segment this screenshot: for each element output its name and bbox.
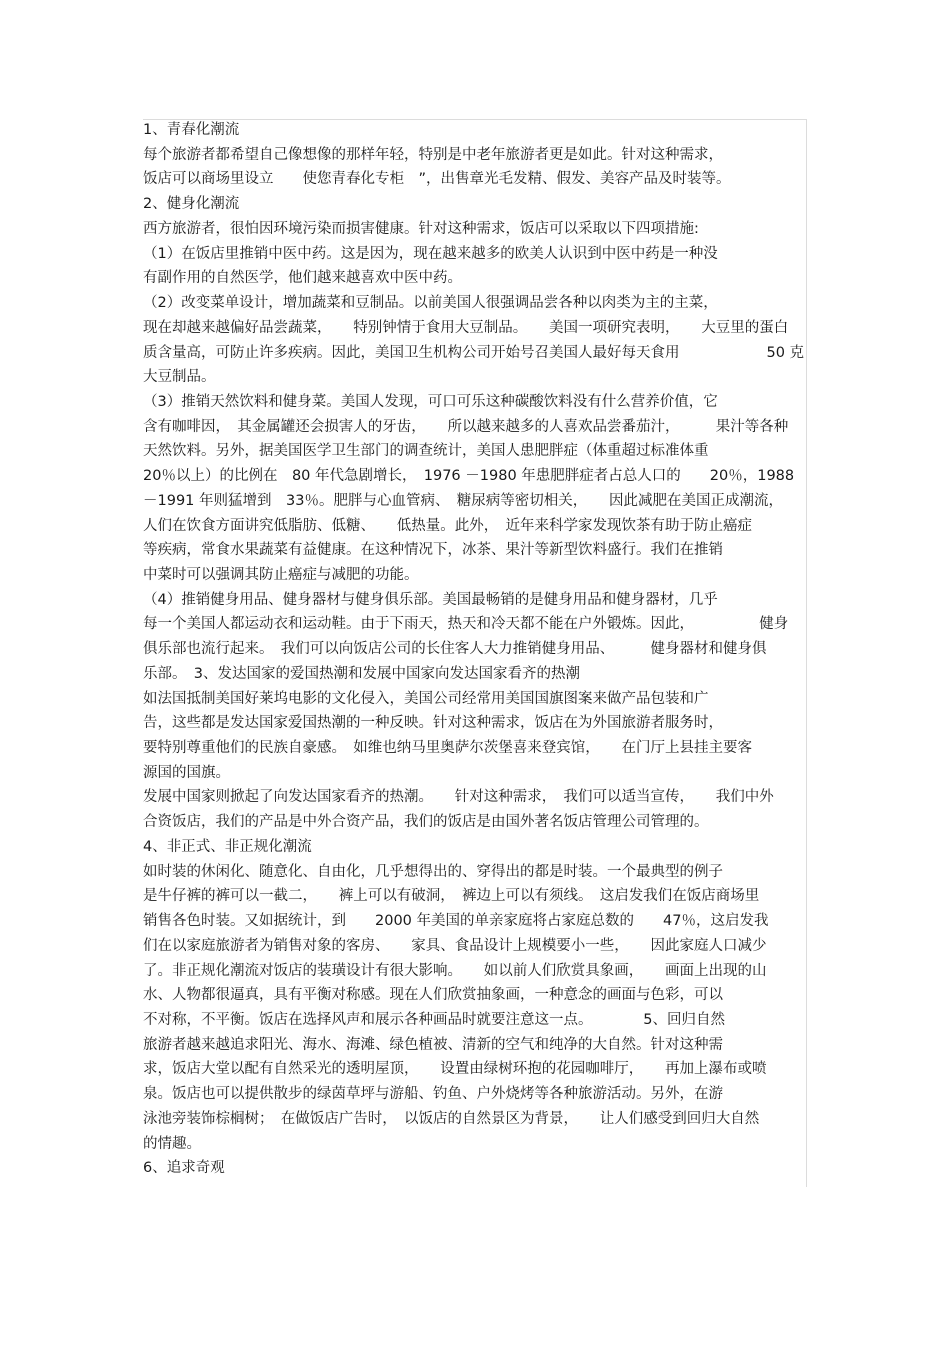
text-line: 要特别尊重他们的民族自豪感。 如维也纳马里奥萨尔茨堡喜来登宾馆， 在门厅上县挂主要客 <box>143 740 752 756</box>
text-line: 水、人物都很逼真，具有平衡对称感。现在人们欣赏抽象画，一种意念的画面与色彩，可以 <box>143 987 723 1004</box>
text-line: 西方旅游者，很怕因环境污染而损害健康。针对这种需求，饭店可以采取以下四项措施: <box>143 220 699 237</box>
text-line: 1、青春化潮流 <box>143 122 240 138</box>
text-line: 20％以上）的比例在 80 年代急剧增长， 1976 －1980 年患肥胖症者占总人口的 20％，1988 <box>143 468 795 485</box>
text-line: 天然饮料。另外，据美国医学卫生部门的调查统计，美国人患肥胖症（体重超过标准体重 <box>143 443 709 460</box>
text-line: 不对称，不平衡。饭店在选择风声和展示各种画品时就要注意这一点。 5、回归自然 <box>143 1011 725 1028</box>
text-line: （4）推销健身用品、健身器材与健身俱乐部。美国最畅销的是健身用品和健身器材，几乎 <box>143 591 718 608</box>
text-line: 们在以家庭旅游者为销售对象的客房、 家具、食品设计上规模要小一些， 因此家庭人口减少 <box>143 937 767 954</box>
text-line: 等疾病，常食水果蔬菜有益健康。在这种情况下，冰茶、果汁等新型饮料盛行。我们在推销 <box>143 542 723 559</box>
text-line: 含有咖啡因， 其金属罐还会损害人的牙齿， 所以越来越多的人喜欢品尝番茄汁， 果汁等各种 <box>143 418 789 435</box>
text-line: 中菜时可以强调其防止癌症与减肥的功能。 <box>143 567 419 583</box>
text-line: 每一个美国人都运动衣和运动鞋。由于下雨天，热天和冷天都不能在户外锻炼。因此， 健身 <box>143 616 789 633</box>
text-line: 人们在饮食方面讲究低脂肪、低糖、 低热量。此外， 近年来科学家发现饮茶有助于防止癌症 <box>143 517 752 534</box>
text-line: 了。非正规化潮流对饭店的装璜设计有很大影响。 如以前人们欣赏具象画， 画面上出现的山 <box>143 962 767 979</box>
text-line: 饭店可以商场里设立 使您青春化专柜 ”，出售章光毛发精、假发、美容产品及时装等。 <box>143 171 731 188</box>
text-line: 6、追求奇观 <box>143 1160 225 1177</box>
text-line: －1991 年则猛增到 33％。肥胖与心血管病、 糖尿病等密切相关， 因此减肥在美国正成潮流， <box>143 492 783 509</box>
text-line: 源国的国旗。 <box>143 764 230 781</box>
text-line: 现在却越来越偏好品尝蔬菜， 特别钟情于食用大豆制品。 美国一项研究表明， 大豆里的蛋白 <box>143 319 789 336</box>
text-line: 4、非正式、非正规化潮流 <box>143 838 312 855</box>
text-line: 的情趣。 <box>143 1135 201 1152</box>
text-line: （3）推销天然饮料和健身菜。美国人发现，可口可乐这种碳酸饮料没有什么营养价值，它 <box>143 393 718 410</box>
text-line: 求，饭店大堂以配有自然采光的透明屋顶， 设置由绿树环抱的花园咖啡厅， 再加上瀑布或喷 <box>143 1061 767 1078</box>
text-line: 如法国抵制美国好莱坞电影的文化侵入，美国公司经常用美国国旗图案来做产品包装和广 <box>143 690 709 707</box>
text-line: 如时装的休闲化、随意化、自由化，几乎想得出的、穿得出的都是时装。一个最典型的例子 <box>143 863 723 880</box>
text-line: 泳池旁装饰棕榈树； 在做饭店广告时， 以饭店的自然景区为背景， 让人们感受到回归大自然 <box>143 1110 760 1127</box>
text-line: 销售各色时装。又如据统计，到 2000 年美国的单亲家庭将占家庭总数的 47％，这启发我 <box>143 913 769 929</box>
text-line: 泉。饭店也可以提供散步的绿茵草坪与游船、钓鱼、户外烧烤等各种旅游活动。另外，在游 <box>143 1086 723 1103</box>
text-line: 乐部。 3、发达国家的爱国热潮和发展中国家向发达国家看齐的热潮 <box>143 665 580 682</box>
text-line: （1）在饭店里推销中医中药。这是因为，现在越来越多的欧美人认识到中医中药是一种没 <box>143 245 718 262</box>
text-line: 大豆制品。 <box>143 369 216 386</box>
text-line: （2）改变菜单设计，增加蔬菜和豆制品。以前美国人很强调品尝各种以肉类为主的主菜， <box>143 295 718 311</box>
text-line: 是牛仔裤的裤可以一截二， 裤上可以有破洞， 裤边上可以有须线。 这启发我们在饭店商场里 <box>143 888 760 905</box>
text-line: 告，这些都是发达国家爱国热潮的一种反映。针对这种需求，饭店在为外国旅游者服务时， <box>143 715 723 732</box>
text-line: 发展中国家则掀起了向发达国家看齐的热潮。 针对这种需求， 我们可以适当宣传， 我们中外 <box>143 789 774 806</box>
text-line: 俱乐部也流行起来。 我们可以向饭店公司的长住客人大力推销健身用品、 健身器材和健身俱 <box>143 641 767 658</box>
text-line: 2、健身化潮流 <box>143 196 240 213</box>
text-line: 每个旅游者都希望自己像想像的那样年轻，特别是中老年旅游者更是如此。针对这种需求， <box>143 146 723 163</box>
text-line: 合资饭店，我们的产品是中外合资产品，我们的饭店是由国外著名饭店管理公司管理的。 <box>143 814 709 831</box>
text-line: 有副作用的自然医学，他们越来越喜欢中医中药。 <box>143 270 462 287</box>
text-line: 旅游者越来越追求阳光、海水、海滩、绿色植被、清新的空气和纯净的大自然。针对这种需 <box>143 1036 723 1053</box>
text-frame-right-border <box>806 119 807 1187</box>
text-line: 质含量高，可防止许多疾病。因此，美国卫生机构公司开始号召美国人最好每天食用 50 克 <box>143 344 805 361</box>
